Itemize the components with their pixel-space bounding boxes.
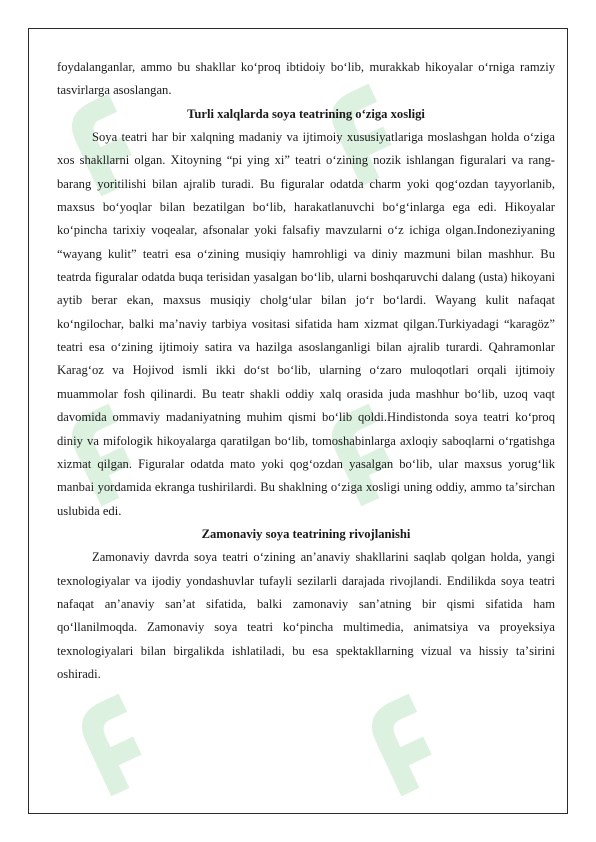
section-heading-2: Zamonaviy soya teatrining rivojlanishi xyxy=(201,526,411,541)
paragraph-body-2: Zamonaviy davrda soya teatri oʻzining anʼanaviy shakllarini saqlab qolgan holda, yangi texnologiyalar va ijodiy yondashuvlar tufayli sezilarli darajada rivojlandi. Endilikda soya teatri nafaqat anʼanaviy sanʼat sifatida, balki zamonaviy sanʼatning bir qismi sifatida ham qoʻllanilmoqda. Zamonaviy soya teatri koʻpincha multimedia, animatsiya va proyeksiya texnologiyalari bilan birgalikda ishlatiladi, bu esa spektakllarning vizual va hissiy taʼsirini oshiradi. xyxy=(57,550,555,681)
document-body xyxy=(57,56,555,686)
section-heading-1: Turli xalqlarda soya teatrining oʻziga xosligi xyxy=(187,106,425,121)
paragraph-intro-tail: foydalanganlar, ammo bu shakllar koʻproq ibtidoiy boʻlib, murakkab hikoyalar oʻrniga ramziy tasvirlarga asoslangan. xyxy=(57,60,555,98)
paragraph-body-1: Soya teatri har bir xalqning madaniy va ijtimoiy xususiyatlariga moslashgan holda oʻziga xos shakllarni olgan. Xitoyning “pi ying xi” teatri oʻzining nozik ishlangan figuralari va rang-barang yoritilishi bilan ajralib turadi. Bu figuralar odatda charm yoki qogʻozdan tayyorlanib, maxsus boʻyoqlar bilan bezatilgan boʻlib, harakatlanuvchi boʻgʻinlarga ega edi. Hikoyalar koʻpincha tarixiy voqealar, afsonalar yoki falsafiy mavzularni oʻz ichiga olgan.Indoneziyaning “wayang kulit” teatri esa oʻzining musiqiy hamrohligi va diniy mazmuni bilan mashhur. Bu teatrda figuralar odatda buqa terisidan yasalgan boʻlib, ularni boshqaruvchi dalang (usta) hikoyani aytib berar ekan, maxsus musiqiy cholgʻular bilan joʻr boʻlardi. Wayang kulit nafaqat koʻngilochar, balki maʼnaviy tarbiya vositasi sifatida ham xizmat qilgan.Turkiyadagi “karagöz” teatri esa oʻzining ijtimoiy satira va hazilga asoslanganligi bilan ajralib turardi. Qahramonlar Karagʻoz va Hojivod ismli ikki doʻst boʻlib, ularning oʻzaro muloqotlari orqali ijtimoiy muammolar fosh qilinardi. Bu teatr shakli oddiy xalq orasida juda mashhur boʻlib, uzoq vaqt davomida ommaviy madaniyatning muhim qismi boʻlib qoldi.Hindistonda soya teatri koʻproq diniy va mifologik hikoyalarga qaratilgan boʻlib, tomoshabinlarga axloqiy saboqlarni oʻrgatishga xizmat qilgan. Figuralar odatda mato yoki qogʻozdan yasalgan boʻlib, ular maxsus yorugʻlik manbai yordamida ekranga tushirilardi. Bu shaklning oʻziga xosligi uning oddiy, ammo taʼsirchan uslubida edi. xyxy=(57,130,555,518)
